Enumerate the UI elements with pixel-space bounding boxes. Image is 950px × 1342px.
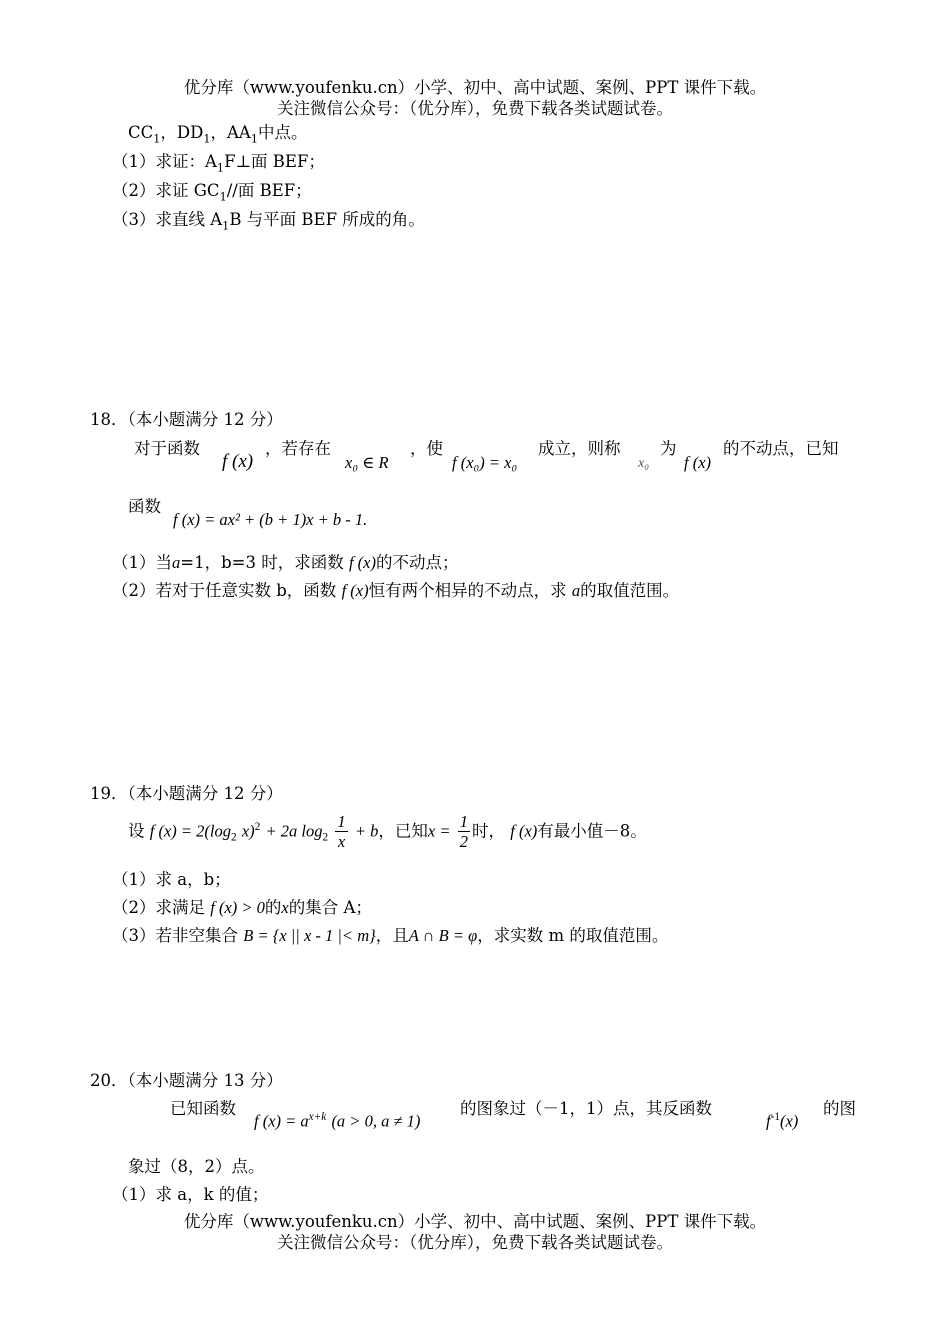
q19-part-1: （1）求 a，b；: [112, 870, 231, 889]
q17-sub: 1: [216, 161, 225, 175]
q19-formula-d: + b: [354, 821, 379, 841]
q18-part-2: [112, 583, 679, 600]
q20-inv-exp: -1: [770, 1111, 780, 1123]
q18-part2-b: 恒有两个相异的不动点，求: [368, 581, 567, 600]
q19-half-num: 1: [459, 812, 468, 831]
q17-sub: 1: [219, 190, 227, 204]
q19-part3-set: B = {x || x - 1 |< m}: [243, 926, 376, 945]
q17-part3-b: B 与平面 BEF 所成的角。: [229, 210, 425, 229]
q19-sub: 2: [322, 831, 329, 844]
q19-sup: 2: [254, 820, 261, 833]
q17-part-1: [112, 154, 325, 174]
q17-part1-b: F⊥面 BEF；: [224, 152, 325, 171]
q19-title: 19．（本小题满分 12 分）: [90, 784, 283, 803]
q17-sub: 1: [203, 132, 211, 146]
q17-aa: ，AA: [210, 123, 251, 142]
q17-part-3: [112, 212, 425, 232]
q19-sub: 2: [231, 831, 237, 844]
q18-formula: f (x) = ax² + (b + 1)x + b - 1.: [173, 510, 368, 529]
q18-t3: ，使: [410, 439, 443, 458]
q19-frac-num: 1: [337, 812, 346, 831]
q18-part1-a: （1）当: [112, 553, 172, 572]
q19-xeq: x =: [427, 821, 451, 841]
q19-formula-c: + 2a log: [265, 821, 323, 841]
q17-dd: ，DD: [160, 123, 204, 142]
q18-fx0-eq: f (x₀) = x₀: [452, 453, 518, 472]
q19-part-3: [112, 928, 668, 945]
q20-formula-b: (a > 0, a ≠ 1): [331, 1111, 421, 1131]
q17-continuation: [128, 125, 307, 145]
q20-inverse: [766, 1112, 798, 1130]
q19-fx: f (x): [510, 821, 538, 841]
q20-formula-a: f (x) = a: [254, 1111, 309, 1131]
q19-half-den: 2: [459, 832, 468, 852]
q20-t2: 的图象过（－1，1）点，其反函数: [460, 1099, 712, 1118]
q20-inv-x: (x): [779, 1111, 799, 1131]
q18-fx2: f (x): [684, 453, 712, 472]
q19-formula-b: x): [241, 821, 255, 841]
q20-title: 20．（本小题满分 13 分）: [90, 1071, 283, 1090]
q18-part2-fx: f (x): [341, 581, 369, 600]
q18-part1-c: 的不动点；: [375, 553, 459, 572]
q19-part2-a: （2）求满足: [112, 898, 205, 917]
q19-part3-cap: A ∩ B = φ: [408, 926, 478, 945]
q18-t6: 的不动点，已知: [723, 439, 839, 458]
q17-sub: 1: [250, 132, 258, 146]
q19-t3: 时，: [471, 821, 505, 841]
q20-t1: 已知函数: [170, 1099, 236, 1118]
q18-t7: 函数: [128, 497, 161, 516]
q18-part2-var: a: [571, 581, 581, 600]
q17-part2-a: （2）求证 GC: [112, 181, 220, 200]
q19-part2-f: f (x) > 0: [210, 898, 265, 917]
q18-x0: x₀: [638, 456, 650, 471]
q18-t2: ，若存在: [265, 439, 331, 458]
q19-part3-b: ，且: [375, 926, 409, 945]
q19-statement: [128, 813, 647, 851]
q18-x0-in-r: x₀ ∈ R: [345, 453, 389, 472]
q20-inv-f: f: [766, 1111, 771, 1131]
q20-formula-exp: x+k: [308, 1111, 327, 1123]
q19-part3-a: （3）若非空集合: [112, 926, 238, 945]
q17-part2-b: //面 BEF；: [226, 181, 312, 200]
q19-frac-half: [458, 813, 470, 851]
q19-frac-den: x: [337, 832, 346, 852]
q19-part3-c: ，求实数 m 的取值范围。: [477, 926, 669, 945]
q19-part-2: [112, 900, 372, 917]
q18-t1: 对于函数: [134, 439, 200, 458]
header-line-2: 关注微信公众号：（优分库），免费下载各类试题试卷。: [277, 99, 673, 118]
q19-t4: 有最小值－8。: [537, 821, 647, 841]
q17-cc: CC: [128, 123, 154, 142]
q17-part3-a: （3）求直线 A: [112, 210, 223, 229]
q19-part2-b: 的: [264, 898, 282, 917]
q20-formula: [254, 1112, 420, 1130]
q18-part1-b: =1，b=3 时，求函数: [180, 553, 344, 572]
q19-t1: 设: [128, 821, 145, 841]
q18-part1-fx: f (x): [348, 553, 376, 572]
q18-part1-var: a: [172, 553, 181, 572]
header-line-1: 优分库（www.youfenku.cn）小学、初中、高中试题、案例、PPT 课件下载。: [183, 78, 767, 97]
q17-part-2: [112, 183, 312, 203]
q17-end: 中点。: [257, 123, 308, 142]
q20-part-1: （1）求 a，k 的值；: [112, 1185, 269, 1204]
q18-fx: f (x): [222, 451, 254, 472]
q18-part-1: [112, 555, 458, 572]
q20-t3: 的图: [823, 1099, 856, 1118]
q18-part2-c: 的取值范围。: [580, 581, 680, 600]
q18-t4: 成立，则称: [538, 439, 621, 458]
q19-t2: ，已知: [378, 821, 428, 841]
q18-title: 18．（本小题满分 12 分）: [90, 410, 283, 429]
q17-sub: 1: [153, 132, 161, 146]
q20-t4: 象过（8，2）点。: [128, 1157, 265, 1176]
q18-t5: 为: [660, 439, 677, 458]
q17-part1-a: （1）求证：A: [112, 152, 217, 171]
footer-line-2: 关注微信公众号：（优分库），免费下载各类试题试卷。: [277, 1233, 673, 1252]
q19-part2-c: 的集合 A；: [288, 898, 372, 917]
footer-line-1: 优分库（www.youfenku.cn）小学、初中、高中试题、案例、PPT 课件下载。: [183, 1212, 767, 1231]
q19-formula-a: f (x) = 2(log: [149, 821, 231, 841]
q19-part2-x: x: [281, 898, 289, 917]
q17-sub: 1: [222, 219, 230, 233]
q19-frac-1-over-x: [335, 813, 347, 851]
q18-part2-a: （2）若对于任意实数 b，函数: [112, 581, 337, 600]
